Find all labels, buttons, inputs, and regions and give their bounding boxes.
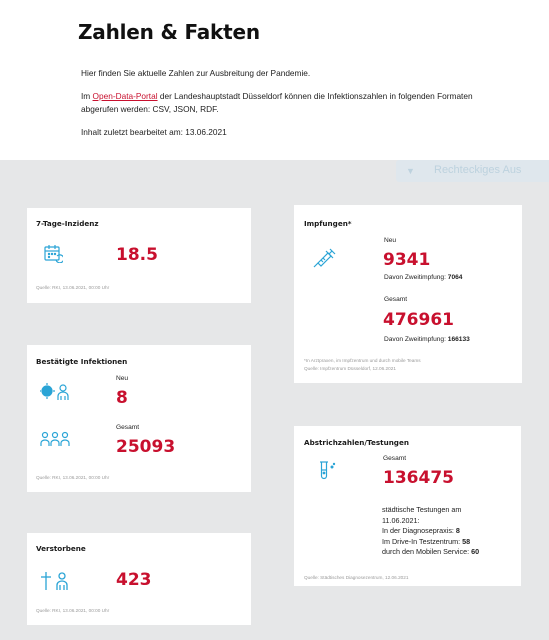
confirmed-source: Quelle: RKI, 13.06.2021, 00:00 Uhr [36, 475, 110, 480]
page-title: Zahlen & Fakten [78, 20, 260, 44]
incidence-value: 18.5 [116, 245, 158, 265]
confirmed-total-value: 25093 [116, 437, 176, 457]
deaths-source: Quelle: RKI, 13.06.2021, 00:00 Uhr [36, 608, 110, 613]
confirmed-new-label: Neu [116, 375, 129, 382]
open-data-portal-link[interactable]: Open-Data-Portal [92, 91, 158, 101]
vaccinations-source: Quelle: Impfzentrum Düsseldorf, 12.06.2021 [304, 366, 396, 371]
vaccinations-card [294, 205, 522, 383]
virus-person-icon [40, 382, 72, 402]
intro-paragraph: Hier finden Sie aktuelle Zahlen zur Ausbreitung der Pandemie. [81, 68, 311, 78]
incidence-card [27, 208, 251, 303]
syringe-icon [312, 245, 336, 269]
vaccinations-new-second-label: Davon Zweitimpfung: [384, 274, 448, 281]
portal-suffix: der Landeshauptstadt Düsseldorf können die Infektionszahlen in folgenden Formaten abgerufen werden: CSV, JSON, RDF. [81, 91, 473, 114]
tests-line3-label: In der Diagnosepraxis: [382, 526, 456, 536]
vaccinations-new-label: Neu [384, 237, 397, 244]
vaccinations-note: *In Arztpraxen, im Impfzentrum und durch mobile Teams [304, 358, 421, 363]
tests-source: Quelle: Städtisches Diagnosezentrum, 12.06.2021 [304, 575, 409, 580]
overlay-text: Rechteckiges Aus [434, 164, 522, 176]
confirmed-total-label: Gesamt [116, 424, 140, 431]
tests-line5-label: durch den Mobilen Service: [382, 547, 472, 557]
portal-prefix: Im [81, 91, 93, 101]
vaccinations-title: Impfungen* [304, 219, 352, 228]
calendar-icon [43, 243, 63, 263]
tests-line2: 11.06.2021: [382, 515, 420, 525]
vaccinations-total-value: 476961 [383, 310, 454, 330]
tests-line5-value: 60 [471, 547, 480, 557]
overlay-dropdown[interactable] [396, 160, 549, 182]
vaccinations-total-second-value: 166133 [447, 336, 470, 343]
people-group-icon [40, 430, 70, 448]
tests-line4-value: 58 [462, 536, 471, 546]
cross-person-icon [40, 570, 72, 592]
incidence-source: Quelle: RKI, 13.06.2021, 00:00 Uhr [36, 285, 110, 290]
deaths-title: Verstorbene [36, 544, 86, 553]
tests-line3-value: 8 [455, 526, 460, 536]
tests-total-label: Gesamt [383, 455, 407, 462]
vaccinations-total-second [384, 336, 470, 343]
page-header [0, 0, 549, 160]
confirmed-new-value: 8 [116, 388, 128, 408]
vaccinations-new-second-value: 7064 [447, 274, 463, 281]
tests-title: Abstrichzahlen/Testungen [304, 438, 409, 447]
deaths-value: 423 [116, 570, 152, 590]
tests-card [294, 426, 521, 586]
tests-details [382, 505, 479, 558]
confirmed-card [27, 345, 251, 492]
confirmed-title: Bestätigte Infektionen [36, 357, 128, 366]
vaccinations-total-label: Gesamt [384, 296, 408, 303]
test-tube-icon [314, 461, 336, 483]
portal-paragraph [81, 90, 481, 116]
deaths-card [27, 533, 251, 625]
chevron-down-icon: ▼ [406, 166, 415, 176]
vaccinations-new-second [384, 274, 462, 281]
vaccinations-new-value: 9341 [383, 250, 431, 270]
incidence-title: 7-Tage-Inzidenz [36, 219, 99, 228]
tests-total-value: 136475 [383, 468, 454, 488]
last-edited: Inhalt zuletzt bearbeitet am: 13.06.2021 [81, 127, 227, 137]
tests-line4-label: Im Drive-In Testzentrum: [382, 536, 463, 546]
vaccinations-total-second-label: Davon Zweitimpfung: [384, 336, 448, 343]
tests-line1: städtische Testungen am [382, 505, 462, 514]
tests-line5 [382, 547, 479, 558]
intro-text [81, 67, 481, 139]
tests-line3 [382, 526, 479, 537]
tests-line4 [382, 537, 479, 548]
